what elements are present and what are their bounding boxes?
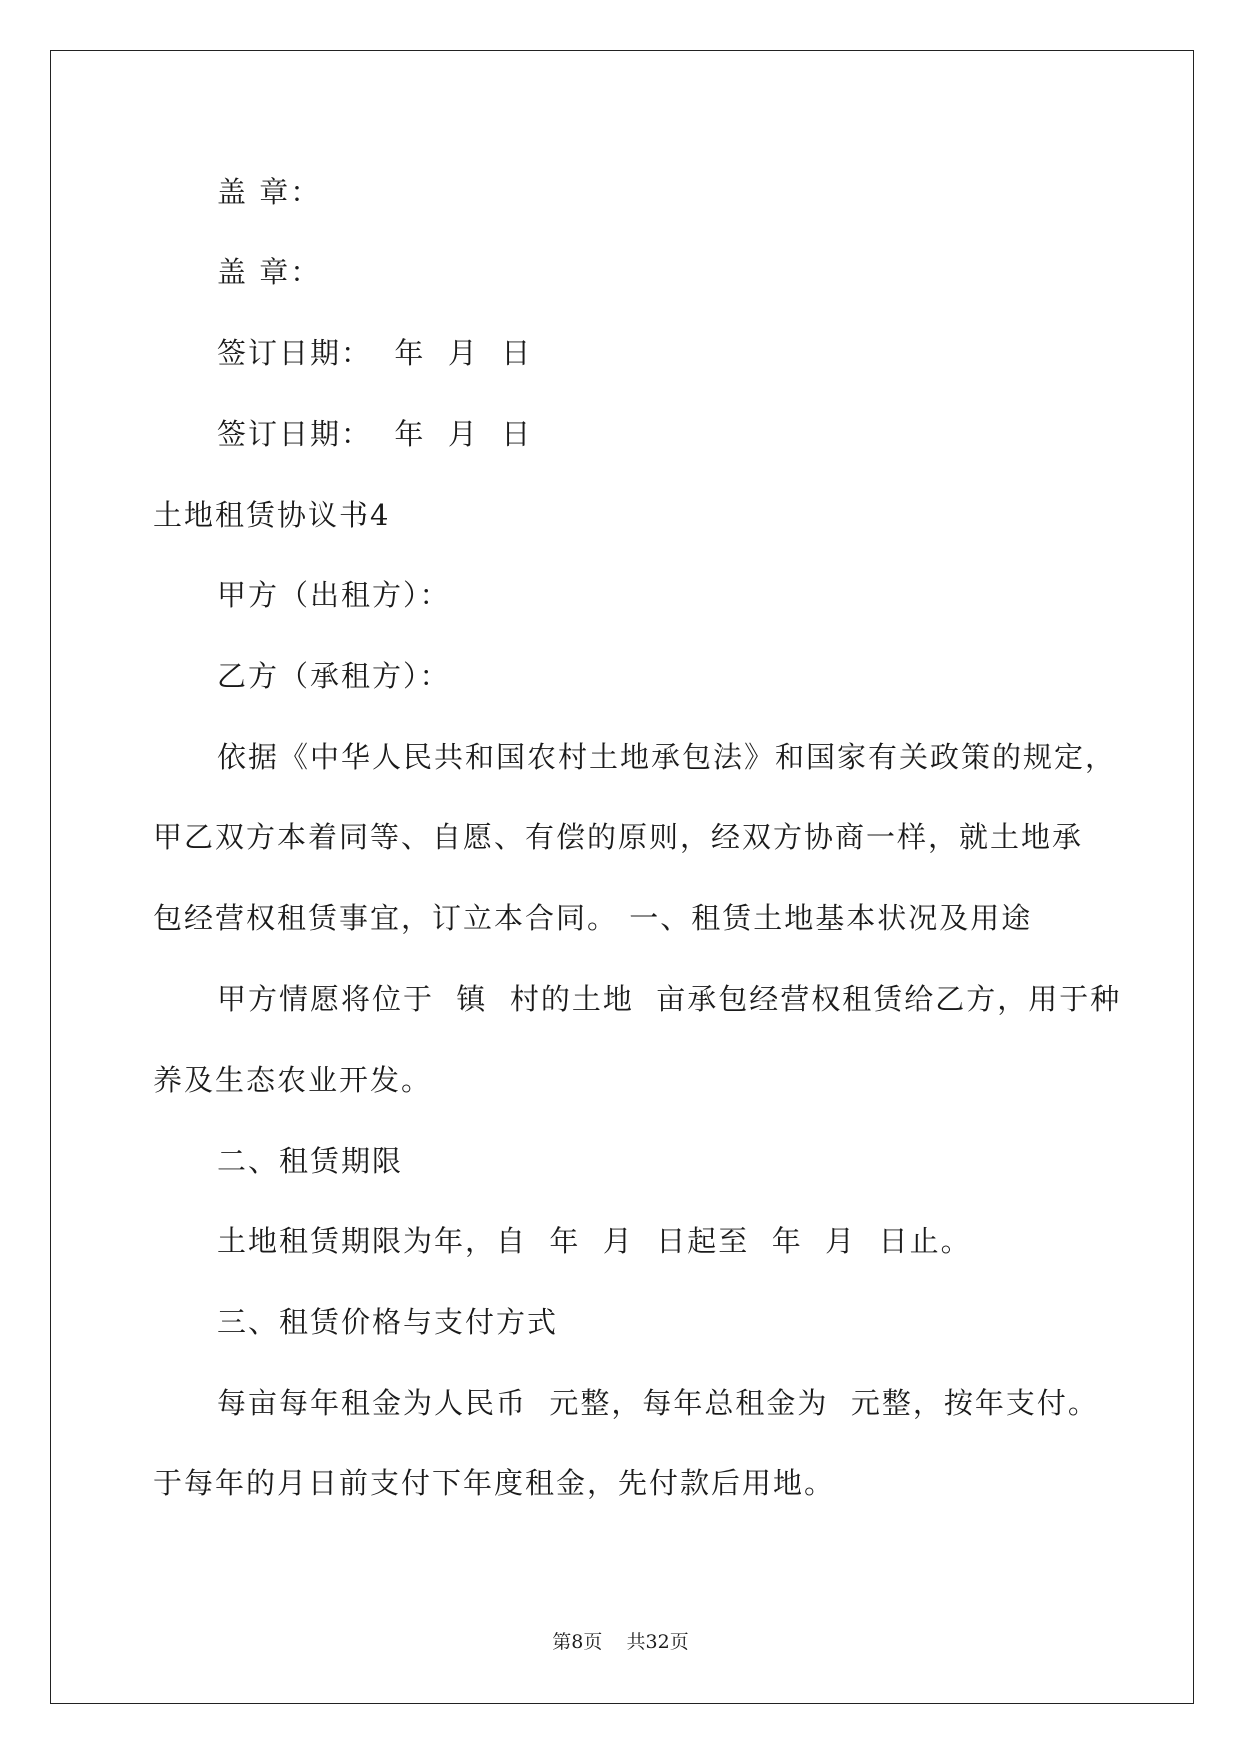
page-number-footer: 第8页 共32页 [552, 1631, 689, 1653]
party-a-line: 甲方（出租方）： [217, 578, 451, 612]
paragraph-line: 养及生态农业开发。 [153, 1063, 433, 1097]
paragraph-line: 依据《中华人民共和国农村土地承包法》和国家有关政策的规定， [217, 740, 1117, 774]
paragraph-line: 包经营权租赁事宜，订立本合同。 一、租赁土地基本状况及用途 [153, 901, 1033, 935]
clause-heading: 三、租赁价格与支付方式 [217, 1305, 559, 1339]
paragraph-line: 甲方情愿将位于 镇 村的土地 亩承包经营权租赁给乙方，用于种 [217, 982, 1122, 1016]
paragraph-line: 于每年的月日前支付下年度租金，先付款后用地。 [153, 1466, 836, 1500]
page-frame [50, 50, 1194, 1704]
seal-line-2: 盖 章： [217, 255, 322, 289]
paragraph-line: 每亩每年租金为人民币 元整，每年总租金为 元整，按年支付。 [217, 1386, 1099, 1420]
clause-heading: 二、租赁期限 [217, 1144, 404, 1178]
seal-line-1: 盖 章： [217, 175, 322, 209]
party-b-line: 乙方（承租方）： [217, 659, 451, 693]
section-title: 土地租赁协议书4 [153, 498, 391, 532]
paragraph-line: 土地租赁期限为年，自 年 月 日起至 年 月 日止。 [217, 1224, 972, 1258]
sign-date-line-2: 签订日期： 年 月 日 [217, 417, 533, 451]
sign-date-line-1: 签订日期： 年 月 日 [217, 336, 533, 370]
paragraph-line: 甲乙双方本着同等、自愿、有偿的原则，经双方协商一样，就土地承 [153, 820, 1084, 854]
